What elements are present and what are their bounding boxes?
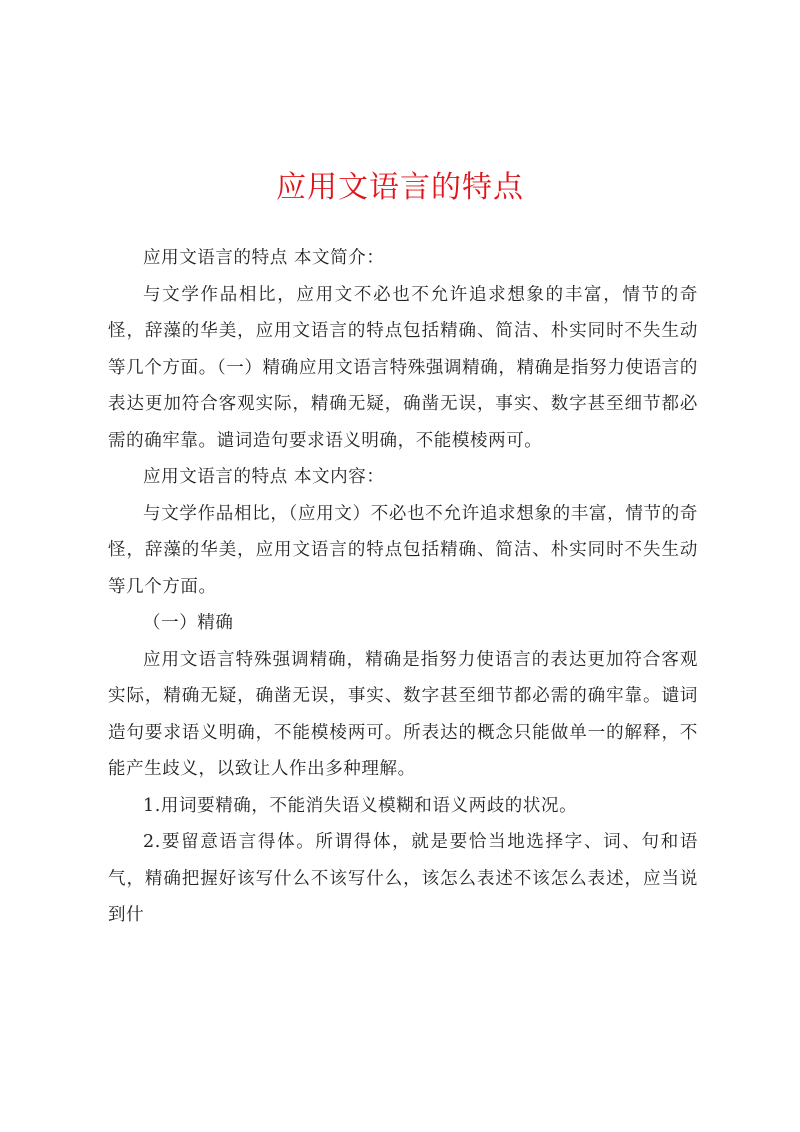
list-item-2: 2.要留意语言得体。所谓得体，就是要恰当地选择字、词、句和语气，精确把握好该写什么不该写什么，该怎么表述不该怎么表述，应当说到什	[108, 832, 698, 925]
content-paragraph: 与文学作品相比，（应用文）不必也不允许追求想象的丰富，情节的奇怪，辞藻的华美，应用文语言的特点包括精确、简洁、朴实同时不失生动等几个方面。	[108, 503, 698, 597]
intro-heading: 应用文语言的特点 本文简介：	[143, 248, 385, 268]
content-heading: 应用文语言的特点 本文内容：	[143, 467, 385, 487]
document-title: 应用文语言的特点	[276, 170, 524, 205]
intro-paragraph: 与文学作品相比，应用文不必也不允许追求想象的丰富，情节的奇怪，辞藻的华美，应用文语言的特点包括精确、简洁、朴实同时不失生动等几个方面。（一）精确应用文语言特殊强调精确，精确是指努力使语言的表达更加符合客观实际，精确无疑，确凿无误，事实、数字甚至细节都必需的确牢靠。谴词造句要求语义明确，不能模棱两可。	[108, 284, 698, 451]
section-heading-precision: （一）精确	[143, 613, 234, 633]
list-item-1: 1.用词要精确，不能消失语义模糊和语义两歧的状况。	[143, 795, 578, 816]
precision-paragraph: 应用文语言特殊强调精确，精确是指努力使语言的表达更加符合客观实际，精确无疑，确凿无误，事实、数字甚至细节都必需的确牢靠。谴词造句要求语义明确，不能模棱两可。所表达的概念只能做单一的解释，不能产生歧义，以致让人作出多种理解。	[108, 649, 698, 779]
document-body	[108, 240, 698, 934]
